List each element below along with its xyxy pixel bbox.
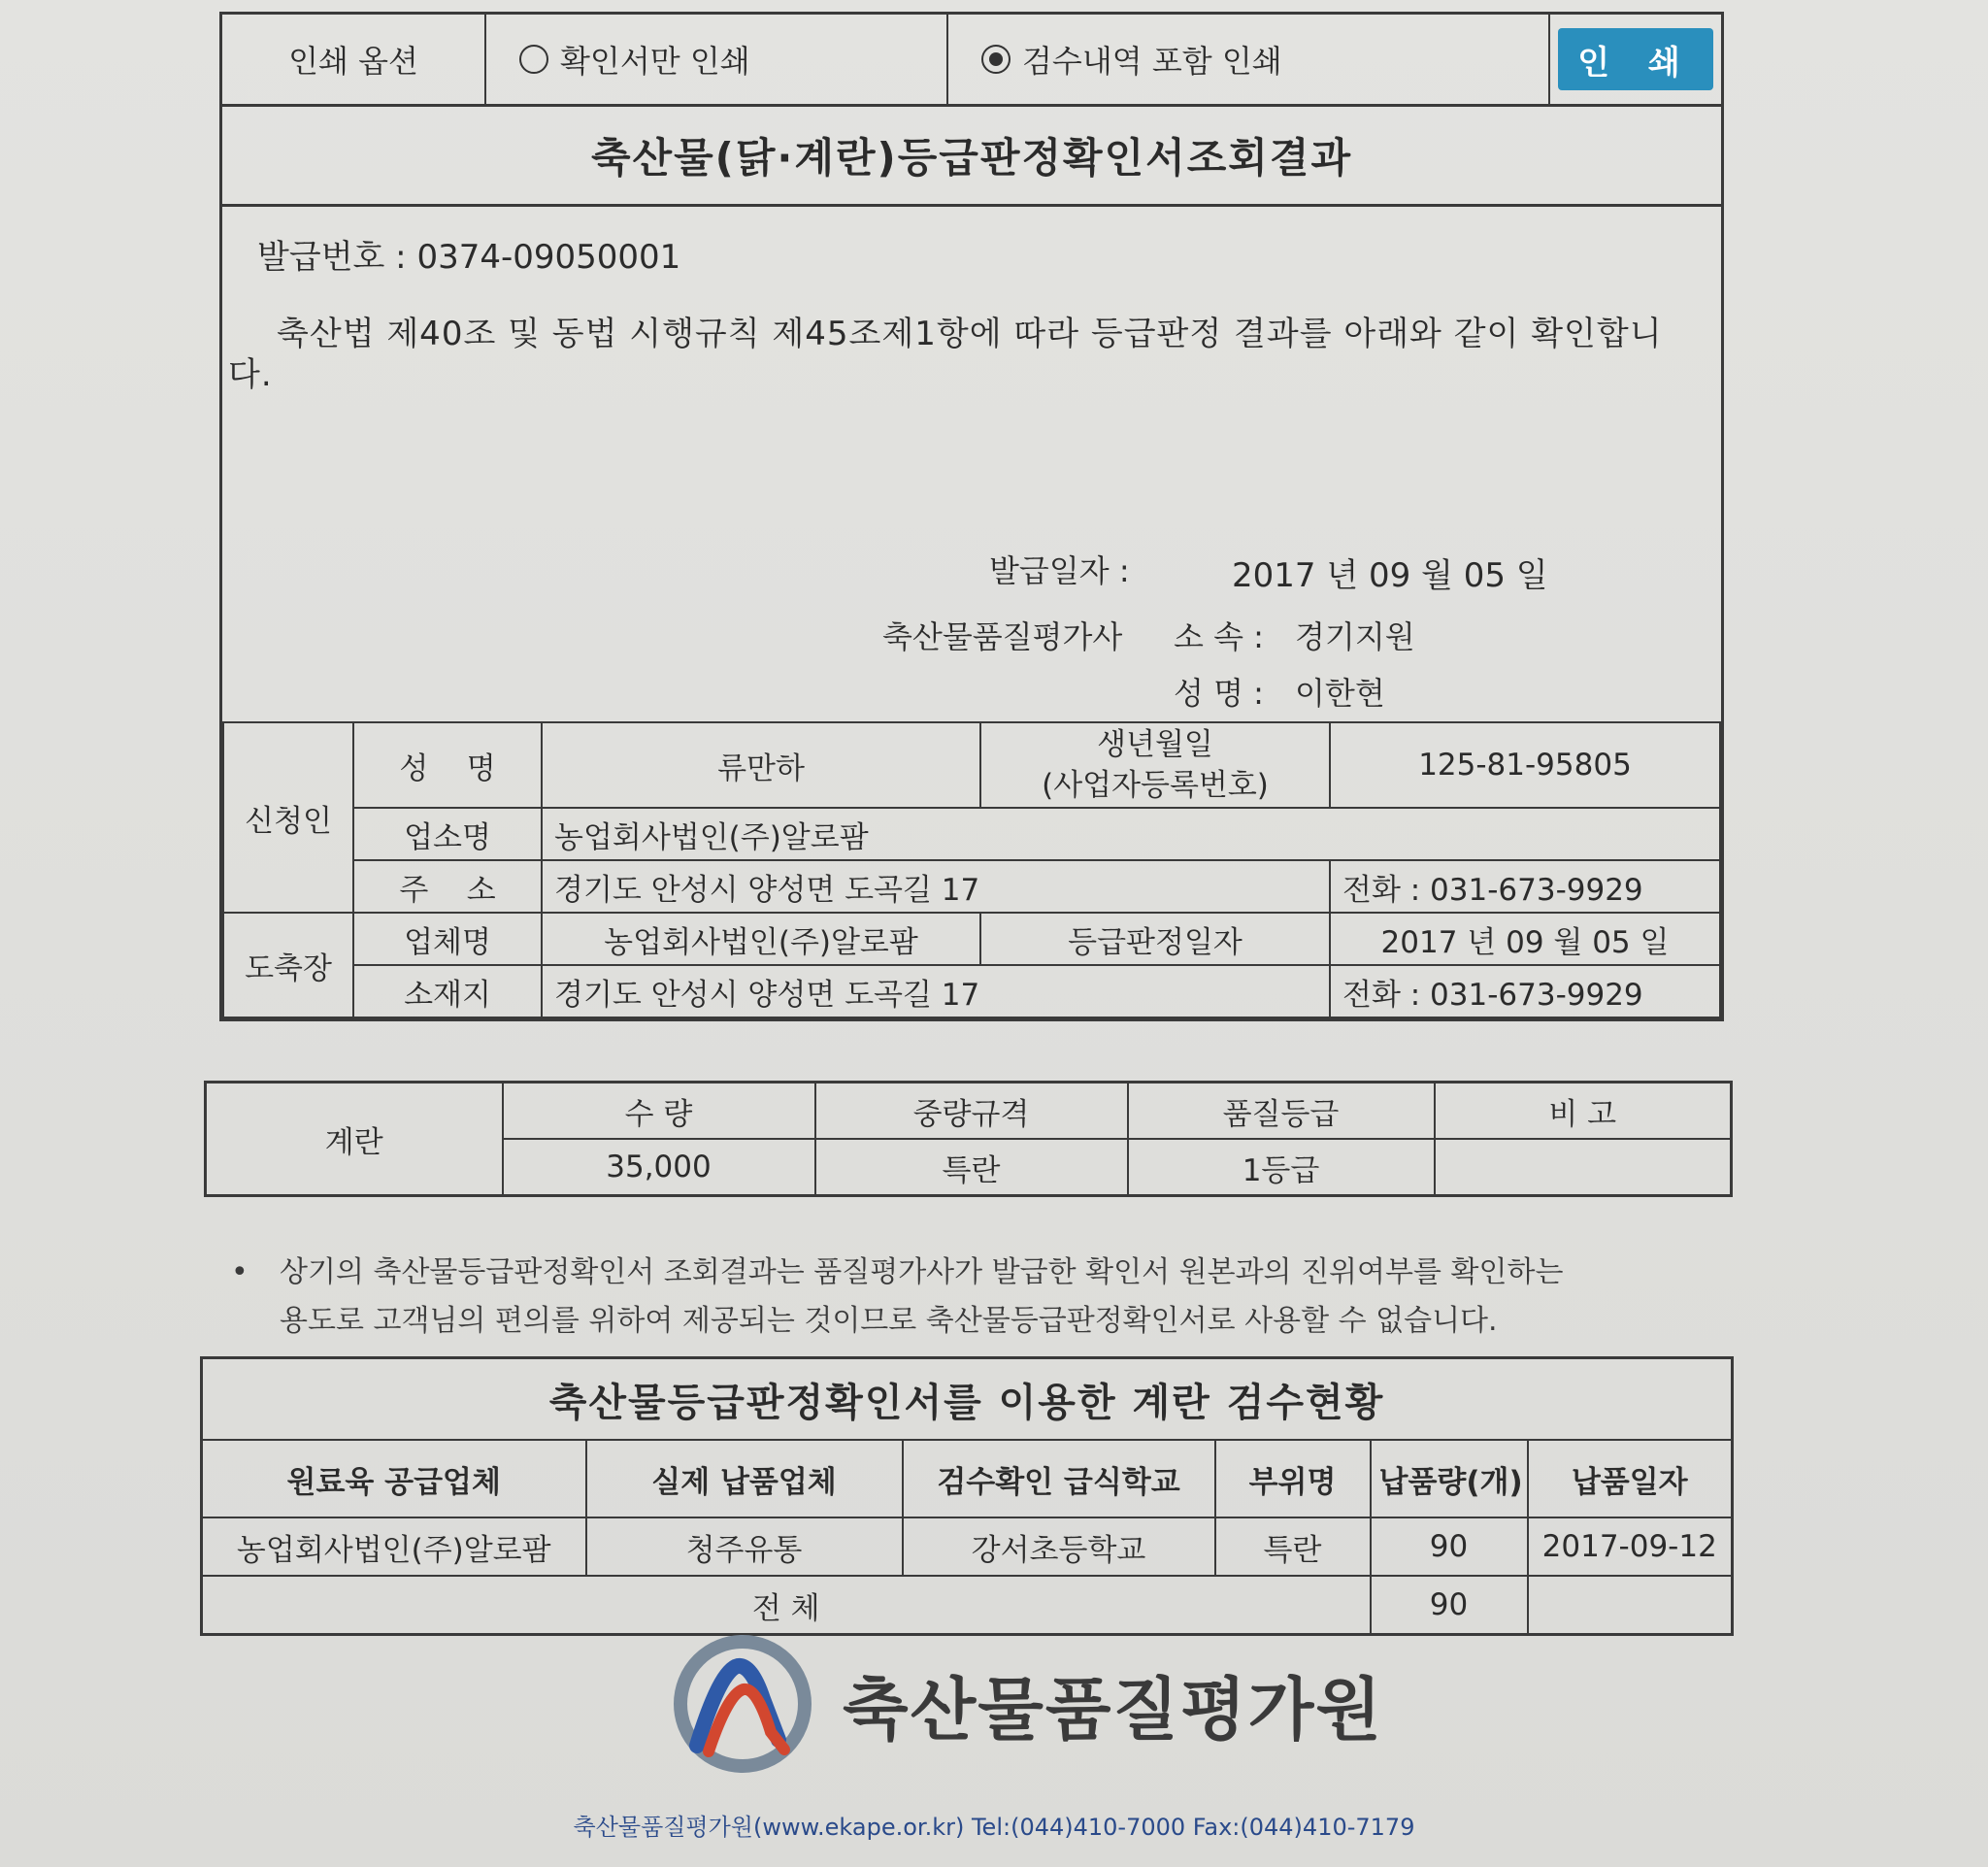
egg-header-weight: 중량규격 — [815, 1083, 1128, 1140]
option-cert-only[interactable] — [486, 15, 948, 104]
inspection-date: 2017-09-12 — [1528, 1517, 1733, 1576]
issue-date-value: 2017 년 09 월 05 일 — [1232, 556, 1548, 595]
address-value: 경기도 안성시 양성면 도곡길 17 — [542, 860, 1330, 913]
table-row — [202, 1517, 1733, 1576]
inspection-supplier: 농업회사법인(주)알로팜 — [202, 1517, 586, 1576]
inspection-total-label: 전 체 — [202, 1576, 1371, 1635]
egg-header-grade: 품질등급 — [1128, 1083, 1435, 1140]
egg-quantity: 35,000 — [503, 1139, 815, 1196]
notice-line-2: 용도로 고객님의 편의를 위하여 제공되는 것이므로 축산물등급판정확인서로 사용할 수 없습니다. — [280, 1304, 1498, 1338]
inspection-total-value: 90 — [1371, 1576, 1528, 1635]
applicant-name-value: 류만하 — [542, 722, 980, 808]
law-statement: 축산법 제40조 및 동법 시행규칙 제45조제1항에 따라 등급판정 결과를 아래와 같이 확인합니다. — [228, 315, 1663, 394]
table-row — [202, 1576, 1733, 1635]
certificate-frame — [219, 12, 1724, 1021]
grade-date-value: 2017 년 09 월 05 일 — [1330, 913, 1720, 965]
grade-date-label: 등급판정일자 — [980, 913, 1330, 965]
notice-line-1: 상기의 축산물등급판정확인서 조회결과는 품질평가사가 발급한 확인서 원본과의 진위여부를 확인하는 — [280, 1255, 1564, 1289]
address-label: 주 소 — [353, 860, 542, 913]
document-title: 축산물(닭·계란)등급판정확인서조회결과 — [222, 104, 1721, 204]
inspection-school: 강서초등학교 — [903, 1517, 1215, 1576]
inspection-deliverer: 청주유통 — [586, 1517, 903, 1576]
table-row — [223, 808, 1720, 860]
radio-cert-only-icon[interactable] — [519, 45, 548, 74]
inspection-header-deliverer: 실제 납품업체 — [586, 1440, 903, 1517]
issue-body — [222, 204, 1721, 721]
inspection-header-amount: 납품량(개) — [1371, 1440, 1528, 1517]
table-row — [202, 1358, 1733, 1441]
company-value: 농업회사법인(주)알로팜 — [542, 913, 980, 965]
table-row — [223, 913, 1720, 965]
birth-label — [980, 722, 1330, 808]
radio-with-inspection-icon[interactable] — [981, 45, 1011, 74]
evaluator-name-label: 성 명 : — [1174, 675, 1264, 712]
egg-header-remarks: 비 고 — [1435, 1083, 1732, 1140]
company-label: 업체명 — [353, 913, 542, 965]
egg-row-label: 계란 — [206, 1083, 503, 1196]
organization-name: 축산물품질평가원 — [843, 1669, 1383, 1750]
print-button-cell — [1550, 15, 1721, 104]
issue-number: 발급번호 : 0374-09050001 — [257, 238, 681, 277]
notice — [231, 1249, 1726, 1346]
inspection-status-table — [200, 1356, 1734, 1636]
ekape-logo-icon — [670, 1631, 815, 1777]
applicant-phone: 전화 : 031-673-9929 — [1330, 860, 1720, 913]
evaluator-label: 축산물품질평가사 — [882, 618, 1123, 655]
egg-header-quantity: 수 량 — [503, 1083, 815, 1140]
applicant-name-label: 성 명 — [353, 722, 542, 808]
inspection-header-school: 검수확인 급식학교 — [903, 1440, 1215, 1517]
issue-date-label: 발급일자 : — [989, 552, 1130, 589]
table-row — [223, 722, 1720, 808]
table-row — [223, 860, 1720, 913]
business-label: 업소명 — [353, 808, 542, 860]
table-row — [202, 1440, 1733, 1517]
inspection-title: 축산물등급판정확인서를 이용한 계란 검수현황 — [202, 1358, 1733, 1441]
inspection-header-supplier: 원료육 공급업체 — [202, 1440, 586, 1517]
applicant-info-table — [222, 721, 1721, 1018]
evaluator-name-value: 이한현 — [1295, 675, 1385, 712]
slaughterhouse-section-label: 도축장 — [223, 913, 353, 1017]
footer-contact: 축산물품질평가원(www.ekape.or.kr) Tel:(044)410-7000 Fax:(044)410-7179 — [573, 1814, 1415, 1841]
egg-remarks — [1435, 1139, 1732, 1196]
location-value: 경기도 안성시 양성면 도곡길 17 — [542, 965, 1330, 1017]
birth-value: 125-81-95805 — [1330, 722, 1720, 808]
birth-label-line1: 생년월일 — [1097, 727, 1213, 762]
option-with-inspection-label: 검수내역 포함 인쇄 — [1022, 43, 1282, 80]
inspection-total-empty — [1528, 1576, 1733, 1635]
inspection-header-date: 납품일자 — [1528, 1440, 1733, 1517]
birth-label-line2: (사업자등록번호) — [1042, 768, 1269, 803]
egg-weight: 특란 — [815, 1139, 1128, 1196]
organization-logo — [670, 1631, 1383, 1777]
affiliation-label: 소 속 : — [1174, 618, 1264, 655]
print-options-row — [222, 15, 1721, 104]
inspection-part: 특란 — [1215, 1517, 1371, 1576]
inspection-header-part: 부위명 — [1215, 1440, 1371, 1517]
table-row — [223, 965, 1720, 1017]
inspection-amount: 90 — [1371, 1517, 1528, 1576]
print-button[interactable]: 인 쇄 — [1558, 28, 1713, 90]
business-value: 농업회사법인(주)알로팜 — [542, 808, 1720, 860]
slaughterhouse-phone: 전화 : 031-673-9929 — [1330, 965, 1720, 1017]
egg-grade-table — [204, 1081, 1733, 1197]
notice-bullet: • — [231, 1255, 248, 1289]
print-options-label: 인쇄 옵션 — [222, 15, 486, 104]
option-cert-only-label: 확인서만 인쇄 — [560, 43, 750, 80]
affiliation-value: 경기지원 — [1295, 618, 1415, 655]
option-with-inspection[interactable] — [948, 15, 1550, 104]
egg-grade: 1등급 — [1128, 1139, 1435, 1196]
location-label: 소재지 — [353, 965, 542, 1017]
applicant-section-label: 신청인 — [223, 722, 353, 913]
table-row — [206, 1083, 1732, 1140]
